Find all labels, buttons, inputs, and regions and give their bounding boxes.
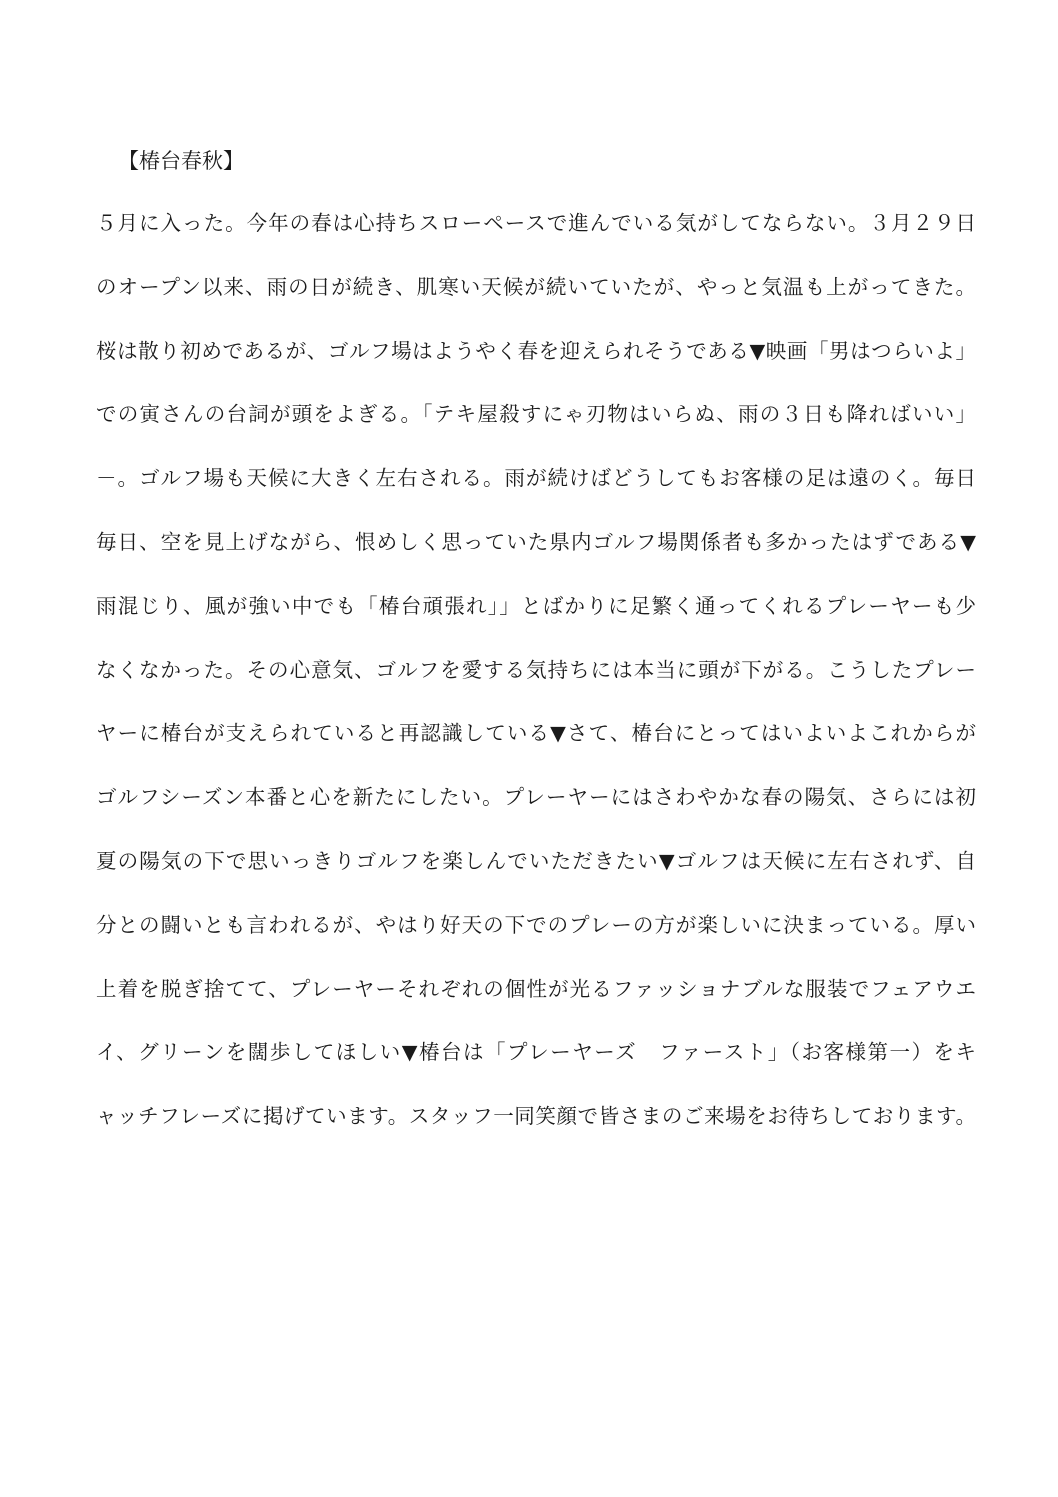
body-line: 雨混じり、風が強い中でも「椿台頑張れ」」とばかりに足繁く通ってくれるプレーヤーも少 [96, 593, 976, 618]
body-line: なくなかった。その心意気、ゴルフを愛する気持ちには本当に頭が下がる。こうしたプレー [96, 657, 976, 682]
body-line: ５月に入った。今年の春は心持ちスローペースで進んでいる気がしてならない。３月２９日 [96, 211, 976, 235]
body-line: イ、グリーンを闊歩してほしい▼椿台は「プレーヤーズ ファースト」（お客様第一）をキ [96, 1040, 976, 1065]
body-line: ゴルフシーズン本番と心を新たにしたい。プレーヤーにはさわやかな春の陽気、さらには初 [96, 785, 976, 810]
document-body [96, 208, 976, 1165]
body-line: 分との闘いとも言われるが、やはり好天の下でのプレーの方が楽しいに決まっている。厚い [96, 912, 976, 937]
body-line: ャッチフレーズに掲げています。スタッフ一同笑顔で皆さまのご来場をお待ちしております。 [96, 1104, 976, 1129]
body-line: での寅さんの台詞が頭をよぎる。「テキ屋殺すにゃ刃物はいらぬ、雨の３日も降ればいい」 [96, 402, 976, 427]
body-line: のオープン以来、雨の日が続き、肌寒い天候が続いていたが、やっと気温も上がってきた。 [96, 274, 976, 299]
body-line: 夏の陽気の下で思いっきりゴルフを楽しんでいただきたい▼ゴルフは天候に左右されず、自 [96, 848, 976, 873]
body-line: 上着を脱ぎ捨てて、プレーヤーそれぞれの個性が光るファッショナブルな服装でフェアウエ [96, 976, 976, 1001]
document-title: 【椿台春秋】 [118, 149, 244, 173]
body-line: ヤーに椿台が支えられていると再認識している▼さて、椿台にとってはいよいよこれからが [96, 721, 976, 746]
body-line: 毎日、空を見上げながら、恨めしく思っていた県内ゴルフ場関係者も多かったはずである▼ [96, 529, 976, 554]
body-line: 桜は散り初めであるが、ゴルフ場はようやく春を迎えられそうである▼映画「男はつらいよ」 [96, 338, 976, 363]
body-line: －。ゴルフ場も天候に大きく左右される。雨が続けばどうしてもお客様の足は遠のく。毎日 [96, 466, 976, 491]
